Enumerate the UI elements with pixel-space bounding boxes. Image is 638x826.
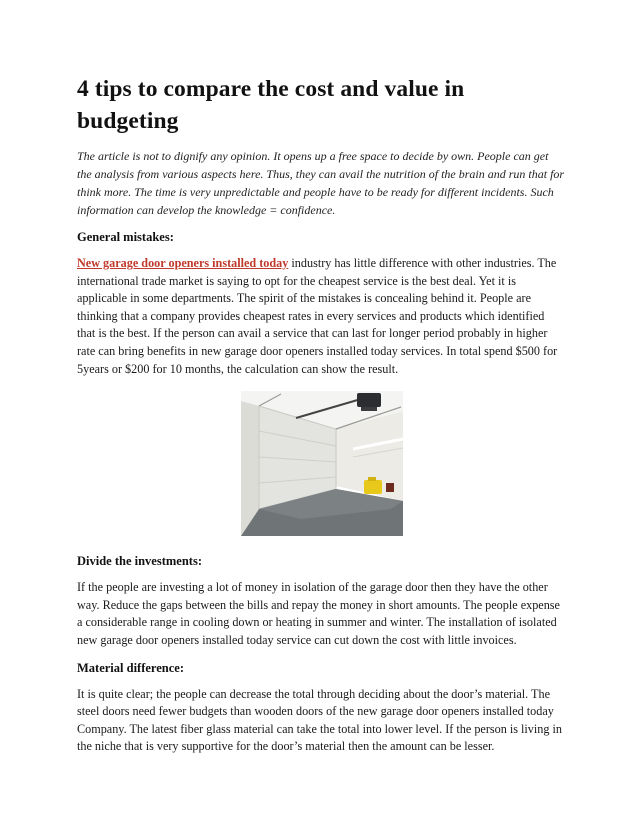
garage-interior-photo [241, 391, 403, 536]
section-heading-general-mistakes: General mistakes: [77, 230, 174, 244]
intro-paragraph: The article is not to dignify any opinion. It opens up a free space to decide by own. People can get the analysis from various aspects here. Thus, they can avail the nutrition of the brain and run that for think more. The time is very unpredictable and people have to be ready for different incidents. Such information can develop the knowledge = confidence. [77, 149, 565, 217]
document-title: 4 tips to compare the cost and value in budgeting [77, 76, 465, 134]
material-difference-paragraph: It is quite clear; the people can decrease the total through deciding about the door’s material. The steel doors need fewer budgets than wooden doors of the new garage door openers installed today Company. The latest fiber glass material can take the total into lower level. If the person is living in the niche that is very supportive for the door’s material then the amount can be lesser. [77, 686, 562, 754]
garage-door-openers-link[interactable]: New garage door openers installed today [77, 256, 289, 270]
document-page [77, 73, 565, 756]
general-mistakes-paragraph [77, 255, 565, 378]
section-heading-material-difference: Material difference: [77, 660, 185, 675]
general-mistakes-text: industry has little difference with other industries. The international trade market is saying to opt for the cheapest service is the best deal. Yet it is applicable in some departments. The spirit of the mistakes is concealing behind it. People are thinking that a company provides cheapest rates in every services and products which identified that is the best. If the person can avail a service that can last for longer period probably in higher rate can bring benefits in new garage door openers installed today services. In total spend $500 for 5years or $200 for 10 months, the calculation can show the result. [77, 256, 558, 376]
section-heading-divide-investments: Divide the investments: [77, 554, 202, 569]
divide-investments-paragraph: If the people are investing a lot of money in isolation of the garage door then they have the other way. Reduce the gaps between the bills and repay the money in short amounts. The people expense a considerable range in cooling down or heating in summer and winter. The installation of isolated new garage door openers installed today service can cut down the cost with little invoices. [77, 580, 560, 647]
